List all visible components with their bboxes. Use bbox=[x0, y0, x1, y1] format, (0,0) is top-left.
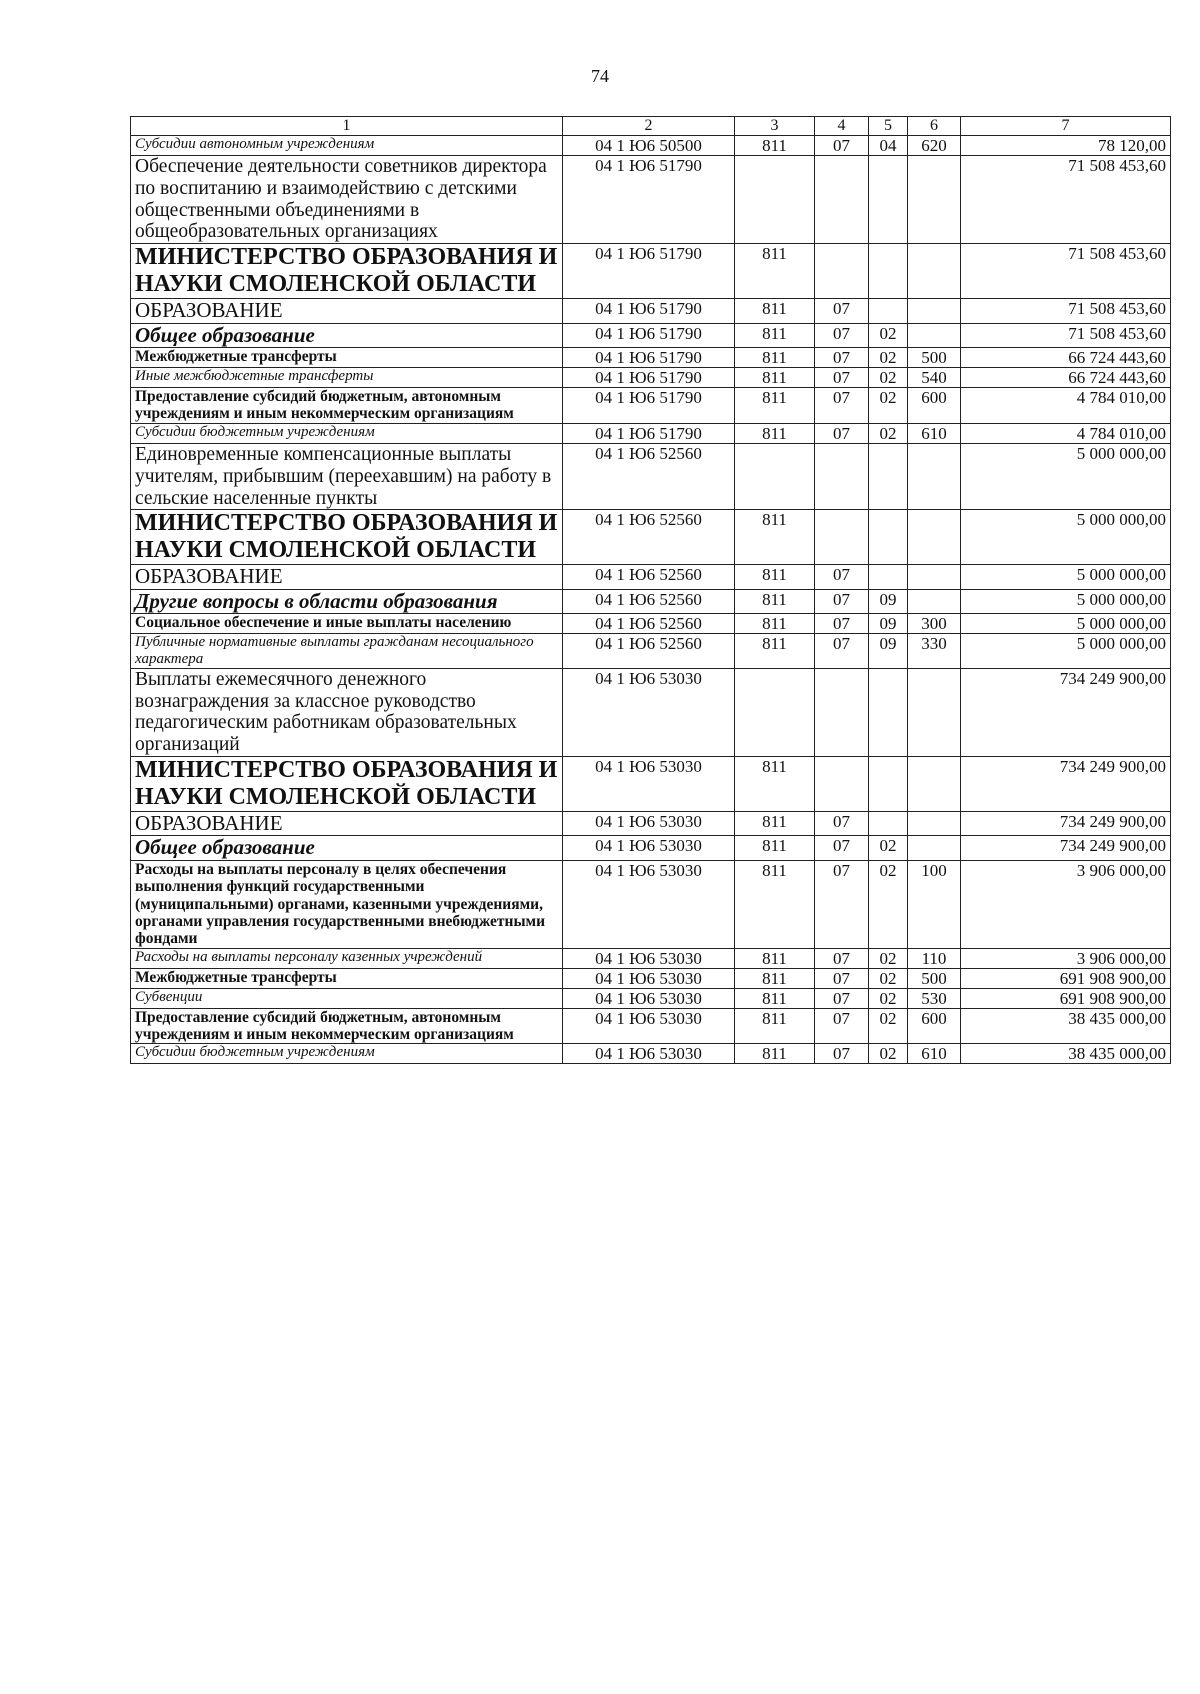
target-article-cell: 04 1 Ю6 52560 bbox=[563, 589, 735, 614]
subsection-code-cell: 09 bbox=[869, 614, 908, 634]
expense-type-cell bbox=[908, 589, 961, 614]
expense-type-cell: 530 bbox=[908, 988, 961, 1008]
target-article-cell: 04 1 Ю6 53030 bbox=[563, 1044, 735, 1064]
table-row bbox=[131, 668, 1171, 756]
table-row bbox=[131, 614, 1171, 634]
target-article-cell: 04 1 Ю6 53030 bbox=[563, 668, 735, 756]
admin-code-cell: 811 bbox=[735, 1008, 815, 1044]
admin-code-cell: 811 bbox=[735, 757, 815, 812]
admin-code-cell bbox=[735, 668, 815, 756]
table-row bbox=[131, 860, 1171, 948]
section-code-cell bbox=[815, 757, 869, 812]
target-article-cell: 04 1 Ю6 53030 bbox=[563, 968, 735, 988]
subsection-code-cell bbox=[869, 443, 908, 509]
section-code-cell: 07 bbox=[815, 368, 869, 388]
subsection-code-cell bbox=[869, 811, 908, 836]
table-row bbox=[131, 968, 1171, 988]
target-article-cell: 04 1 Ю6 51790 bbox=[563, 348, 735, 368]
subsection-code-cell: 02 bbox=[869, 836, 908, 861]
target-article-cell: 04 1 Ю6 52560 bbox=[563, 565, 735, 590]
admin-code-cell: 811 bbox=[735, 614, 815, 634]
admin-code-cell: 811 bbox=[735, 510, 815, 565]
amount-cell: 71 508 453,60 bbox=[961, 299, 1171, 324]
expense-type-cell: 110 bbox=[908, 948, 961, 968]
amount-cell: 691 908 900,00 bbox=[961, 968, 1171, 988]
admin-code-cell: 811 bbox=[735, 323, 815, 348]
admin-code-cell: 811 bbox=[735, 988, 815, 1008]
target-article-cell: 04 1 Ю6 51790 bbox=[563, 323, 735, 348]
expense-type-cell bbox=[908, 323, 961, 348]
header-col-4: 4 bbox=[815, 117, 869, 136]
expense-name-cell: Расходы на выплаты персоналу в целях обеспечения выполнения функций государственными (муниципальными) органами, казенными учреждениями, органами управления государственными внебюджетными фондами bbox=[131, 860, 563, 948]
target-article-cell: 04 1 Ю6 51790 bbox=[563, 155, 735, 243]
admin-code-cell: 811 bbox=[735, 1044, 815, 1064]
target-article-cell: 04 1 Ю6 52560 bbox=[563, 510, 735, 565]
target-article-cell: 04 1 Ю6 51790 bbox=[563, 388, 735, 424]
expense-name-cell: Социальное обеспечение и иные выплаты населению bbox=[131, 614, 563, 634]
expense-type-cell bbox=[908, 155, 961, 243]
section-code-cell: 07 bbox=[815, 423, 869, 443]
expense-type-cell: 610 bbox=[908, 423, 961, 443]
expense-type-cell: 500 bbox=[908, 348, 961, 368]
subsection-code-cell: 02 bbox=[869, 988, 908, 1008]
expense-name-cell: Единовременные компенсационные выплаты учителям, прибывшим (переехавшим) на работу в сельские населенные пункты bbox=[131, 443, 563, 509]
expense-type-cell: 330 bbox=[908, 634, 961, 669]
admin-code-cell: 811 bbox=[735, 811, 815, 836]
admin-code-cell: 811 bbox=[735, 968, 815, 988]
header-col-2: 2 bbox=[563, 117, 735, 136]
amount-cell: 3 906 000,00 bbox=[961, 948, 1171, 968]
amount-cell: 38 435 000,00 bbox=[961, 1044, 1171, 1064]
subsection-code-cell: 04 bbox=[869, 135, 908, 155]
expense-name-cell: Субвенции bbox=[131, 988, 563, 1008]
section-code-cell: 07 bbox=[815, 948, 869, 968]
expense-type-cell: 610 bbox=[908, 1044, 961, 1064]
table-row bbox=[131, 1044, 1171, 1064]
table-row bbox=[131, 757, 1171, 812]
amount-cell: 691 908 900,00 bbox=[961, 988, 1171, 1008]
subsection-code-cell: 09 bbox=[869, 634, 908, 669]
table-row bbox=[131, 323, 1171, 348]
section-code-cell: 07 bbox=[815, 860, 869, 948]
section-code-cell: 07 bbox=[815, 614, 869, 634]
expense-name-cell: Межбюджетные трансферты bbox=[131, 968, 563, 988]
section-code-cell: 07 bbox=[815, 634, 869, 669]
expense-type-cell: 100 bbox=[908, 860, 961, 948]
target-article-cell: 04 1 Ю6 53030 bbox=[563, 836, 735, 861]
admin-code-cell bbox=[735, 155, 815, 243]
expense-name-cell: Расходы на выплаты персоналу казенных учреждений bbox=[131, 948, 563, 968]
amount-cell: 734 249 900,00 bbox=[961, 668, 1171, 756]
subsection-code-cell: 02 bbox=[869, 348, 908, 368]
amount-cell: 3 906 000,00 bbox=[961, 860, 1171, 948]
amount-cell: 71 508 453,60 bbox=[961, 155, 1171, 243]
target-article-cell: 04 1 Ю6 53030 bbox=[563, 811, 735, 836]
target-article-cell: 04 1 Ю6 51790 bbox=[563, 368, 735, 388]
table-row bbox=[131, 565, 1171, 590]
target-article-cell: 04 1 Ю6 53030 bbox=[563, 757, 735, 812]
section-code-cell bbox=[815, 668, 869, 756]
expense-name-cell: Обеспечение деятельности советников директора по воспитанию и взаимодействию с детскими общественными объединениями в общеобразовательных организациях bbox=[131, 155, 563, 243]
amount-cell: 4 784 010,00 bbox=[961, 388, 1171, 424]
table-row bbox=[131, 368, 1171, 388]
admin-code-cell: 811 bbox=[735, 299, 815, 324]
section-code-cell: 07 bbox=[815, 811, 869, 836]
expense-type-cell bbox=[908, 811, 961, 836]
section-code-cell: 07 bbox=[815, 299, 869, 324]
section-code-cell: 07 bbox=[815, 388, 869, 424]
expense-name-cell: ОБРАЗОВАНИЕ bbox=[131, 299, 563, 324]
amount-cell: 5 000 000,00 bbox=[961, 443, 1171, 509]
subsection-code-cell: 02 bbox=[869, 423, 908, 443]
admin-code-cell: 811 bbox=[735, 423, 815, 443]
expense-name-cell: Субсидии автономным учреждениям bbox=[131, 135, 563, 155]
section-code-cell: 07 bbox=[815, 1044, 869, 1064]
subsection-code-cell: 02 bbox=[869, 860, 908, 948]
subsection-code-cell bbox=[869, 510, 908, 565]
subsection-code-cell bbox=[869, 155, 908, 243]
table-row bbox=[131, 135, 1171, 155]
target-article-cell: 04 1 Ю6 53030 bbox=[563, 1008, 735, 1044]
table-row bbox=[131, 348, 1171, 368]
table-row bbox=[131, 443, 1171, 509]
expense-name-cell: МИНИСТЕРСТВО ОБРАЗОВАНИЯ И НАУКИ СМОЛЕНСКОЙ ОБЛАСТИ bbox=[131, 757, 563, 812]
subsection-code-cell: 02 bbox=[869, 948, 908, 968]
expense-name-cell: Предоставление субсидий бюджетным, автономным учреждениям и иным некоммерческим организациям bbox=[131, 1008, 563, 1044]
expense-name-cell: ОБРАЗОВАНИЕ bbox=[131, 565, 563, 590]
section-code-cell bbox=[815, 244, 869, 299]
expense-name-cell: Предоставление субсидий бюджетным, автономным учреждениям и иным некоммерческим организациям bbox=[131, 388, 563, 424]
subsection-code-cell bbox=[869, 299, 908, 324]
expense-name-cell: Межбюджетные трансферты bbox=[131, 348, 563, 368]
expense-type-cell: 600 bbox=[908, 1008, 961, 1044]
expense-type-cell: 540 bbox=[908, 368, 961, 388]
section-code-cell: 07 bbox=[815, 135, 869, 155]
subsection-code-cell: 02 bbox=[869, 368, 908, 388]
target-article-cell: 04 1 Ю6 53030 bbox=[563, 948, 735, 968]
subsection-code-cell bbox=[869, 757, 908, 812]
expense-name-cell: Субсидии бюджетным учреждениям bbox=[131, 423, 563, 443]
header-col-7: 7 bbox=[961, 117, 1171, 136]
expense-type-cell bbox=[908, 299, 961, 324]
target-article-cell: 04 1 Ю6 52560 bbox=[563, 443, 735, 509]
expense-type-cell bbox=[908, 836, 961, 861]
admin-code-cell: 811 bbox=[735, 836, 815, 861]
subsection-code-cell bbox=[869, 244, 908, 299]
target-article-cell: 04 1 Ю6 50500 bbox=[563, 135, 735, 155]
subsection-code-cell: 02 bbox=[869, 1044, 908, 1064]
amount-cell: 5 000 000,00 bbox=[961, 510, 1171, 565]
amount-cell: 5 000 000,00 bbox=[961, 634, 1171, 669]
table-row bbox=[131, 634, 1171, 669]
target-article-cell: 04 1 Ю6 53030 bbox=[563, 988, 735, 1008]
amount-cell: 5 000 000,00 bbox=[961, 614, 1171, 634]
amount-cell: 66 724 443,60 bbox=[961, 368, 1171, 388]
expense-type-cell: 500 bbox=[908, 968, 961, 988]
section-code-cell: 07 bbox=[815, 565, 869, 590]
admin-code-cell: 811 bbox=[735, 348, 815, 368]
budget-table bbox=[130, 116, 1171, 1064]
subsection-code-cell: 02 bbox=[869, 1008, 908, 1044]
expense-name-cell: Общее образование bbox=[131, 836, 563, 861]
expense-type-cell bbox=[908, 565, 961, 590]
section-code-cell: 07 bbox=[815, 589, 869, 614]
admin-code-cell: 811 bbox=[735, 589, 815, 614]
page-number: 74 bbox=[591, 66, 609, 86]
subsection-code-cell bbox=[869, 668, 908, 756]
amount-cell: 4 784 010,00 bbox=[961, 423, 1171, 443]
table-row bbox=[131, 423, 1171, 443]
amount-cell: 734 249 900,00 bbox=[961, 811, 1171, 836]
section-code-cell: 07 bbox=[815, 988, 869, 1008]
target-article-cell: 04 1 Ю6 51790 bbox=[563, 423, 735, 443]
target-article-cell: 04 1 Ю6 52560 bbox=[563, 634, 735, 669]
expense-type-cell bbox=[908, 443, 961, 509]
table-row bbox=[131, 988, 1171, 1008]
subsection-code-cell: 02 bbox=[869, 968, 908, 988]
table-row bbox=[131, 811, 1171, 836]
admin-code-cell: 811 bbox=[735, 948, 815, 968]
target-article-cell: 04 1 Ю6 51790 bbox=[563, 299, 735, 324]
amount-cell: 5 000 000,00 bbox=[961, 589, 1171, 614]
expense-name-cell: МИНИСТЕРСТВО ОБРАЗОВАНИЯ И НАУКИ СМОЛЕНСКОЙ ОБЛАСТИ bbox=[131, 244, 563, 299]
admin-code-cell: 811 bbox=[735, 368, 815, 388]
admin-code-cell: 811 bbox=[735, 388, 815, 424]
header-row bbox=[131, 117, 1171, 136]
table-row bbox=[131, 1008, 1171, 1044]
expense-name-cell: МИНИСТЕРСТВО ОБРАЗОВАНИЯ И НАУКИ СМОЛЕНСКОЙ ОБЛАСТИ bbox=[131, 510, 563, 565]
subsection-code-cell: 09 bbox=[869, 589, 908, 614]
section-code-cell: 07 bbox=[815, 968, 869, 988]
amount-cell: 78 120,00 bbox=[961, 135, 1171, 155]
amount-cell: 71 508 453,60 bbox=[961, 244, 1171, 299]
expense-type-cell: 600 bbox=[908, 388, 961, 424]
table-row bbox=[131, 836, 1171, 861]
target-article-cell: 04 1 Ю6 53030 bbox=[563, 860, 735, 948]
expense-name-cell: Субсидии бюджетным учреждениям bbox=[131, 1044, 563, 1064]
table-row bbox=[131, 510, 1171, 565]
amount-cell: 734 249 900,00 bbox=[961, 836, 1171, 861]
table-row bbox=[131, 244, 1171, 299]
amount-cell: 38 435 000,00 bbox=[961, 1008, 1171, 1044]
section-code-cell bbox=[815, 443, 869, 509]
expense-type-cell bbox=[908, 244, 961, 299]
expense-type-cell bbox=[908, 668, 961, 756]
header-col-3: 3 bbox=[735, 117, 815, 136]
expense-name-cell: ОБРАЗОВАНИЕ bbox=[131, 811, 563, 836]
admin-code-cell: 811 bbox=[735, 565, 815, 590]
target-article-cell: 04 1 Ю6 51790 bbox=[563, 244, 735, 299]
section-code-cell: 07 bbox=[815, 836, 869, 861]
amount-cell: 5 000 000,00 bbox=[961, 565, 1171, 590]
section-code-cell: 07 bbox=[815, 348, 869, 368]
header-col-1: 1 bbox=[131, 117, 563, 136]
table-header bbox=[131, 117, 1171, 136]
expense-type-cell bbox=[908, 757, 961, 812]
expense-type-cell: 300 bbox=[908, 614, 961, 634]
amount-cell: 734 249 900,00 bbox=[961, 757, 1171, 812]
admin-code-cell: 811 bbox=[735, 244, 815, 299]
section-code-cell bbox=[815, 510, 869, 565]
section-code-cell bbox=[815, 155, 869, 243]
table-body bbox=[131, 135, 1171, 1064]
subsection-code-cell: 02 bbox=[869, 323, 908, 348]
admin-code-cell: 811 bbox=[735, 135, 815, 155]
header-col-6: 6 bbox=[908, 117, 961, 136]
section-code-cell: 07 bbox=[815, 323, 869, 348]
table-row bbox=[131, 388, 1171, 424]
admin-code-cell bbox=[735, 443, 815, 509]
admin-code-cell: 811 bbox=[735, 634, 815, 669]
subsection-code-cell bbox=[869, 565, 908, 590]
target-article-cell: 04 1 Ю6 52560 bbox=[563, 614, 735, 634]
expense-type-cell: 620 bbox=[908, 135, 961, 155]
amount-cell: 66 724 443,60 bbox=[961, 348, 1171, 368]
section-code-cell: 07 bbox=[815, 1008, 869, 1044]
expense-name-cell: Публичные нормативные выплаты гражданам несоциального характера bbox=[131, 634, 563, 669]
expense-name-cell: Другие вопросы в области образования bbox=[131, 589, 563, 614]
table-row bbox=[131, 155, 1171, 243]
table-row bbox=[131, 299, 1171, 324]
expense-type-cell bbox=[908, 510, 961, 565]
subsection-code-cell: 02 bbox=[869, 388, 908, 424]
admin-code-cell: 811 bbox=[735, 860, 815, 948]
table-row bbox=[131, 589, 1171, 614]
amount-cell: 71 508 453,60 bbox=[961, 323, 1171, 348]
table-row bbox=[131, 948, 1171, 968]
expense-name-cell: Выплаты ежемесячного денежного вознаграждения за классное руководство педагогическим работникам образовательных организаций bbox=[131, 668, 563, 756]
expense-name-cell: Иные межбюджетные трансферты bbox=[131, 368, 563, 388]
expense-name-cell: Общее образование bbox=[131, 323, 563, 348]
header-col-5: 5 bbox=[869, 117, 908, 136]
